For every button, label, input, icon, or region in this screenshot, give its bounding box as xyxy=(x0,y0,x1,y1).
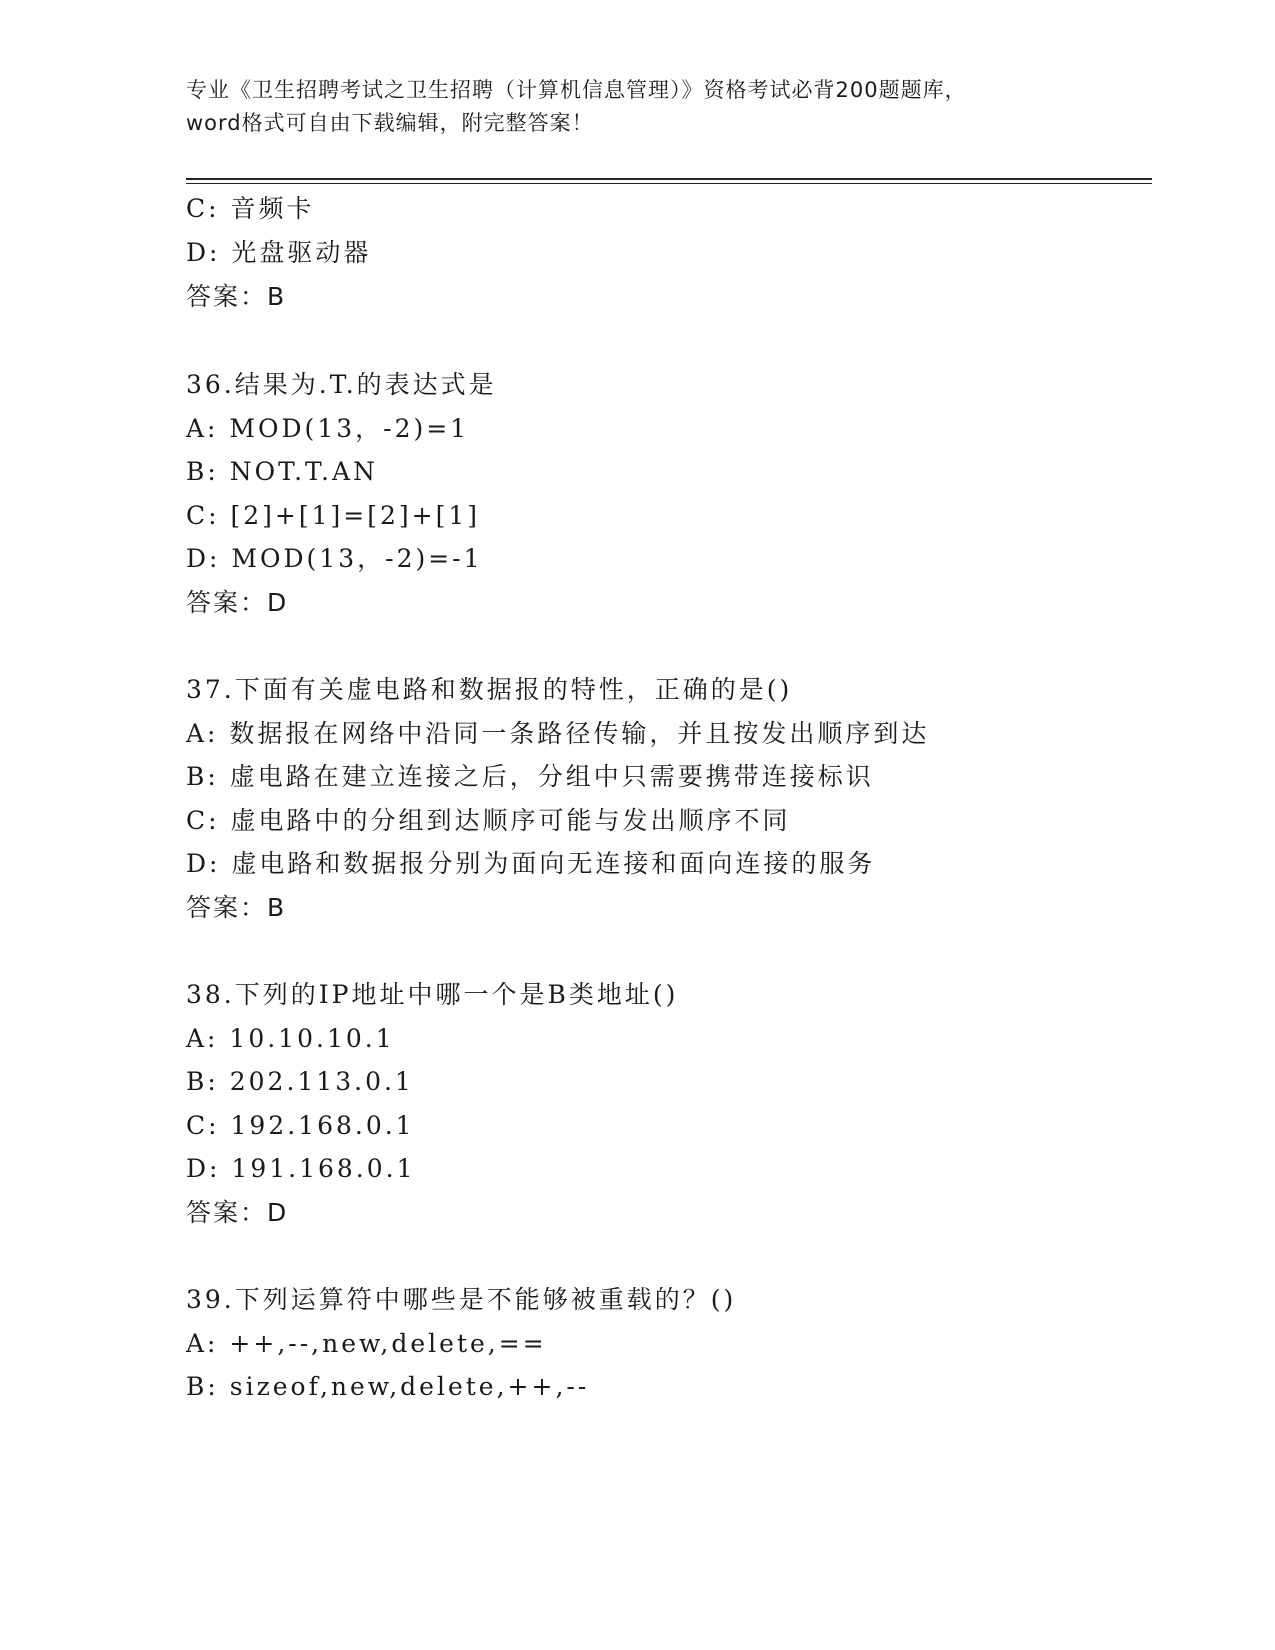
header-subtitle-line: word格式可自由下载编辑，附完整答案！ xyxy=(186,111,594,135)
header-title-line: 专业《卫生招聘考试之卫生招聘（计算机信息管理）》资格考试必背200题题库， xyxy=(186,78,967,102)
q38-stem: 38.下列的IP地址中哪一个是B类地址() xyxy=(186,980,679,1009)
q37-stem: 37.下面有关虚电路和数据报的特性，正确的是() xyxy=(186,675,793,704)
q37-option-c: C: 虚电路中的分组到达顺序可能与发出顺序不同 xyxy=(186,806,791,835)
q37-option-a: A: 数据报在网络中沿同一条路径传输，并且按发出顺序到达 xyxy=(186,719,930,748)
q36-option-b: B: NOT.T.AN xyxy=(186,457,378,486)
header-divider-thin xyxy=(186,183,1152,184)
q38-option-a: A: 10.10.10.1 xyxy=(186,1024,395,1053)
q36-option-d: D: MOD(13，-2)=-1 xyxy=(186,544,483,573)
q36-option-a: A: MOD(13，-2)=1 xyxy=(186,414,470,443)
q37-answer: 答案：B xyxy=(186,893,287,922)
q38-option-c: C: 192.168.0.1 xyxy=(186,1111,415,1140)
q35-option-c: C: 音频卡 xyxy=(186,194,315,223)
q35-answer: 答案：B xyxy=(186,282,287,311)
header-divider-thick xyxy=(186,178,1152,180)
q38-option-d: D: 191.168.0.1 xyxy=(186,1154,416,1183)
q35-option-d: D: 光盘驱动器 xyxy=(186,238,372,267)
q37-option-b: B: 虚电路在建立连接之后，分组中只需要携带连接标识 xyxy=(186,762,874,791)
q39-stem: 39.下列运算符中哪些是不能够被重载的？() xyxy=(186,1285,737,1314)
q36-option-c: C: [2]+[1]=[2]+[1] xyxy=(186,501,480,530)
q39-option-a: A: ++,--,new,delete,== xyxy=(186,1329,547,1358)
q39-option-b: B: sizeof,new,delete,++,-- xyxy=(186,1372,590,1401)
q36-answer: 答案：D xyxy=(186,588,289,617)
q36-stem: 36.结果为.T.的表达式是 xyxy=(186,370,497,399)
document-header xyxy=(186,74,1086,140)
q38-answer: 答案：D xyxy=(186,1198,289,1227)
q37-option-d: D: 虚电路和数据报分别为面向无连接和面向连接的服务 xyxy=(186,849,876,878)
q38-option-b: B: 202.113.0.1 xyxy=(186,1067,414,1096)
